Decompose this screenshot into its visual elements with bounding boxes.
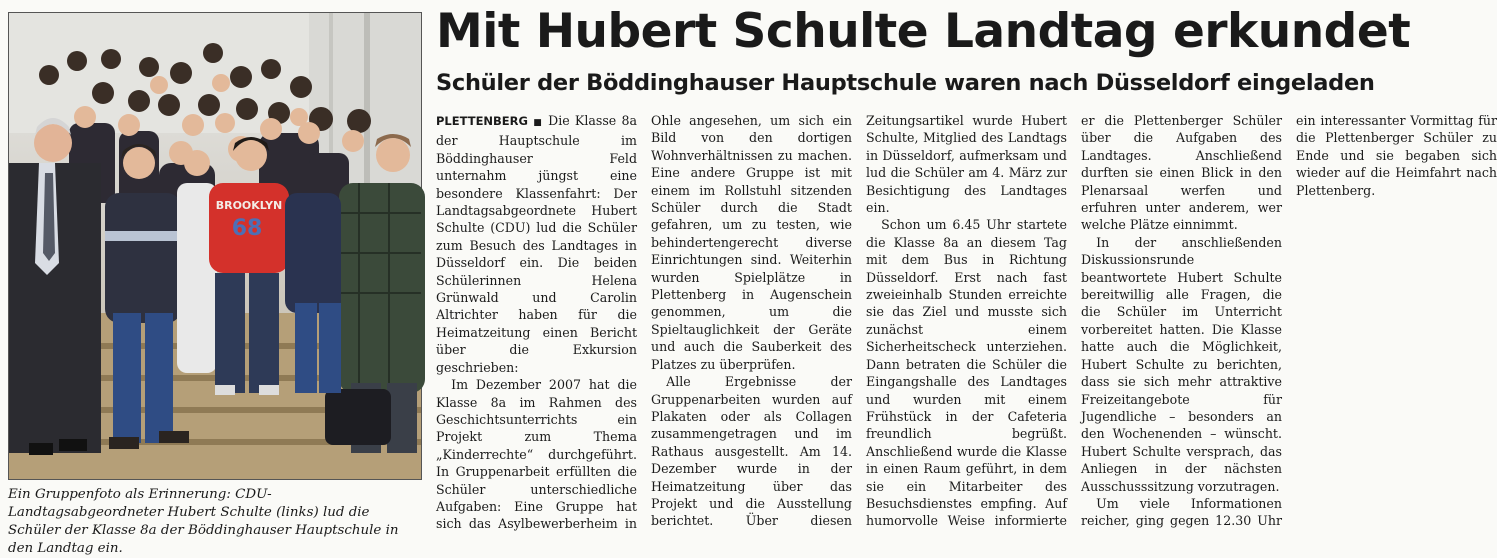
article-paragraph: Um viele Informationen reicher, ging gegen 12.30 Uhr ein interessanter Vormittag für die Plettenberger Schüler zu Ende und sie begaben sich wieder auf die Heimfahrt nach Plettenberg. bbox=[1081, 113, 1497, 529]
article-paragraph: In der anschließenden Diskussionsrunde beantwortete Hubert Schulte bereitwillig alle Fragen, die die Schüler im Unterricht vorbereitet hatten. Die Klasse hatte auch die Möglichkeit, Hubert Schulte zu berichten, dass sie sich mehr attraktive Freizeitangebote für Jugendliche – besonders an den Wochenenden – wünscht. Hubert Schulte versprach, das Anliegen in der nächsten Ausschusssitzung vorzutragen. bbox=[1081, 234, 1282, 494]
dateline: PLETTENBERG bbox=[436, 114, 528, 128]
shirt-text: BROOKLYN bbox=[215, 199, 283, 212]
shirt-number: 68 bbox=[231, 216, 263, 241]
article-paragraph: Im Dezember 2007 hat die Klasse 8a im Rahmen des Geschichtsunterrichts ein Projekt zum Thema „Kinderrechte“ durchgeführt. In Gruppenarbeit erfüllten die Schüler unterschiedliche Aufgaben: Eine Gruppe hat sich das Asylbewerberheim in Ohle angesehen, um sich ein Bild von den dortigen Wohnverhältnissen zu machen. Eine andere Gruppe ist mit einem im Rollstuhl sitzenden Schüler durch die Stadt gefahren, um zu testen, wie behindertengerecht diverse Einrichtungen sind. Weiterhin wurden Spielplätze in Plettenberg in Augenschein genommen, um die Spieltauglichkeit der Geräte und auch die Sauberkeit des Platzes zu überprüfen. bbox=[436, 113, 852, 532]
article-paragraph: Alle Ergebnisse der Gruppenarbeiten wurden auf Plakaten oder als Collagen zusammengetragen und im Rathaus ausgestellt. Am 14. Dezember wurde in der Heimatzeitung über das Projekt und die Ausstellung berichtet. Über diesen Zeitungsartikel wurde Hubert Schulte, Mitglied des Landtags in Düsseldorf, aufmerksam und lud die Schüler am 4. März zur Besichtigung des Landtages ein. bbox=[651, 113, 1067, 529]
paragraph-text: Die Klasse 8a der Hauptschule im Böddinghauser Feld unternahm jüngst eine besondere Klassenfahrt: Der Landtagsabgeordnete Hubert Schulte (CDU) lud die Schüler zum Besuch des Landtages in Düsseldorf ein. Die beiden Schülerinnen Helena Grünwald und Carolin Altrichter haben für die Heimatzeitung einen Bericht über die Exkursion geschrieben: bbox=[436, 113, 637, 375]
article-paragraph bbox=[436, 112, 637, 376]
group-photo bbox=[8, 12, 422, 480]
dateline-marker: ■ bbox=[533, 118, 543, 128]
headline: Mit Hubert Schulte Landtag erkundet bbox=[436, 4, 1411, 59]
photo-caption: Ein Gruppenfoto als Erinnerung: CDU-Landtagsabgeordneter Hubert Schulte (links) lud die Schüler der Klasse 8a der Böddinghauser Hauptschule in den Landtag ein. bbox=[8, 487, 399, 556]
article-body bbox=[436, 112, 1497, 544]
subheadline: Schüler der Böddinghauser Hauptschule waren nach Düsseldorf eingeladen bbox=[436, 70, 1375, 96]
article-paragraph: Schon um 6.45 Uhr startete die Klasse 8a an diesem Tag mit dem Bus in Richtung Düsseldorf. Erst nach fast zweieinhalb Stunden erreichte sie das Ziel und musste sich zunächst einem Sicherheitscheck unterziehen. Dann betraten die Schüler die Eingangshalle des Landtages und wurden mit einem Frühstück in der Cafeteria freundlich begrüßt. Anschließend wurde die Klasse in einen Raum geführt, in dem sie ein Mitarbeiter des Besuchsdienstes empfing. Auf humorvolle Weise informierte er die Plettenberger Schüler über die Aufgaben des Landtages. Anschließend durften sie einen Blick in den Plenarsaal werfen und erfuhren unter anderem, wer welche Plätze einnimmt. bbox=[866, 113, 1282, 529]
